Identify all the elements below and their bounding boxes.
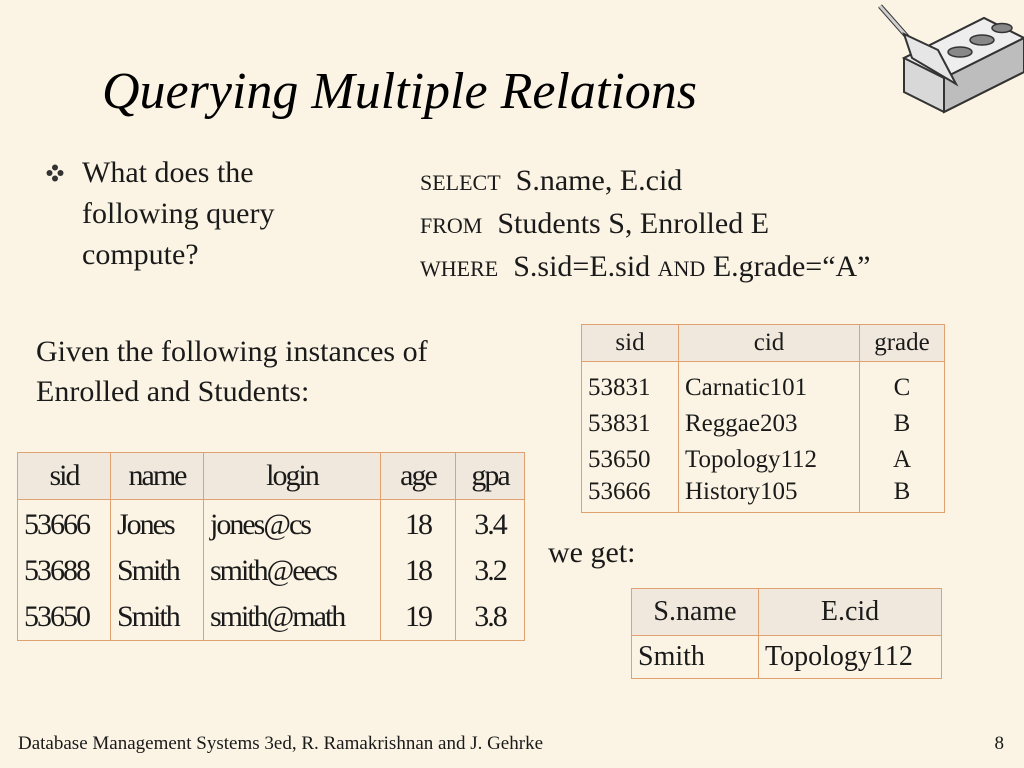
and-keyword: AND [657,256,706,281]
table-cell: 53831 [588,374,651,401]
table-cell: 53666 [24,508,89,541]
column-header: gpa [456,453,525,500]
table-cell: 19 [381,594,456,641]
column-header: sid [582,325,679,362]
enrolled-table [581,324,945,513]
bullet-text: What does the following query compute? [82,156,275,271]
table-cell: smith@eecs [204,548,381,594]
page-number: 8 [994,733,1004,754]
select-expression: S.name, E.cid [515,164,683,197]
table-cell: Carnatic101 [679,362,860,407]
diamond-bullet-icon [46,164,64,182]
from-expression: Students S, Enrolled E [497,207,770,240]
table-cell: 18 [381,548,456,594]
from-keyword: FROM [420,213,483,238]
table-cell: Topology112 [679,442,860,478]
table-cell: Topology112 [759,636,942,679]
table-row [632,636,942,679]
table-row [18,594,525,641]
table-cell: 3.8 [456,594,525,641]
table-cell: C [860,362,945,407]
result-table [631,588,942,679]
table-cell: jones@cs [204,500,381,549]
table-cell: Reggae203 [679,406,860,442]
table-cell: History105 [679,478,860,513]
table-row [582,406,945,442]
from-clause [420,203,871,246]
where-condition-2: E.grade=“A” [712,250,871,283]
table-cell: A [860,442,945,478]
column-header: name [111,453,204,500]
table-cell: B [860,478,945,513]
table-cell: 53831 [588,410,651,437]
table-row [18,548,525,594]
table-row [582,442,945,478]
table-cell: Smith [111,594,204,641]
table-row [582,478,945,513]
table-row [582,362,945,407]
table-header-row [582,325,945,362]
column-header: cid [679,325,860,362]
given-text: Given the following instances of Enrolled and Students: [36,335,428,408]
table-cell: 18 [381,500,456,549]
table-row [18,500,525,549]
slide-title: Querying Multiple Relations [102,63,698,120]
table-cell: Smith [111,548,204,594]
table-cell: 53666 [588,478,651,505]
where-keyword: WHERE [420,256,499,281]
table-header-row [632,589,942,636]
result-caption: we get: [548,536,636,569]
column-header: login [204,453,381,500]
column-header: E.cid [759,589,942,636]
column-header: sid [18,453,111,500]
footer-citation: Database Management Systems 3ed, R. Ramakrishnan and J. Gehrke [18,733,544,754]
table-cell: B [860,406,945,442]
sql-query [420,160,871,289]
where-clause [420,246,871,289]
table-cell: 53688 [24,554,89,587]
table-cell: smith@math [204,594,381,641]
table-cell: 3.4 [456,500,525,549]
select-keyword: SELECT [420,170,501,195]
column-header: S.name [632,589,759,636]
table-cell: 3.2 [456,548,525,594]
brick-trowel-logo [874,0,1024,120]
table-cell: 53650 [24,600,89,633]
table-cell: 53650 [588,446,651,473]
students-table [17,452,525,641]
table-cell: Jones [111,500,204,549]
select-clause [420,160,871,203]
column-header: age [381,453,456,500]
where-condition-1: S.sid=E.sid [513,250,651,283]
column-header: grade [860,325,945,362]
table-header-row [18,453,525,500]
table-cell: Smith [638,641,705,672]
